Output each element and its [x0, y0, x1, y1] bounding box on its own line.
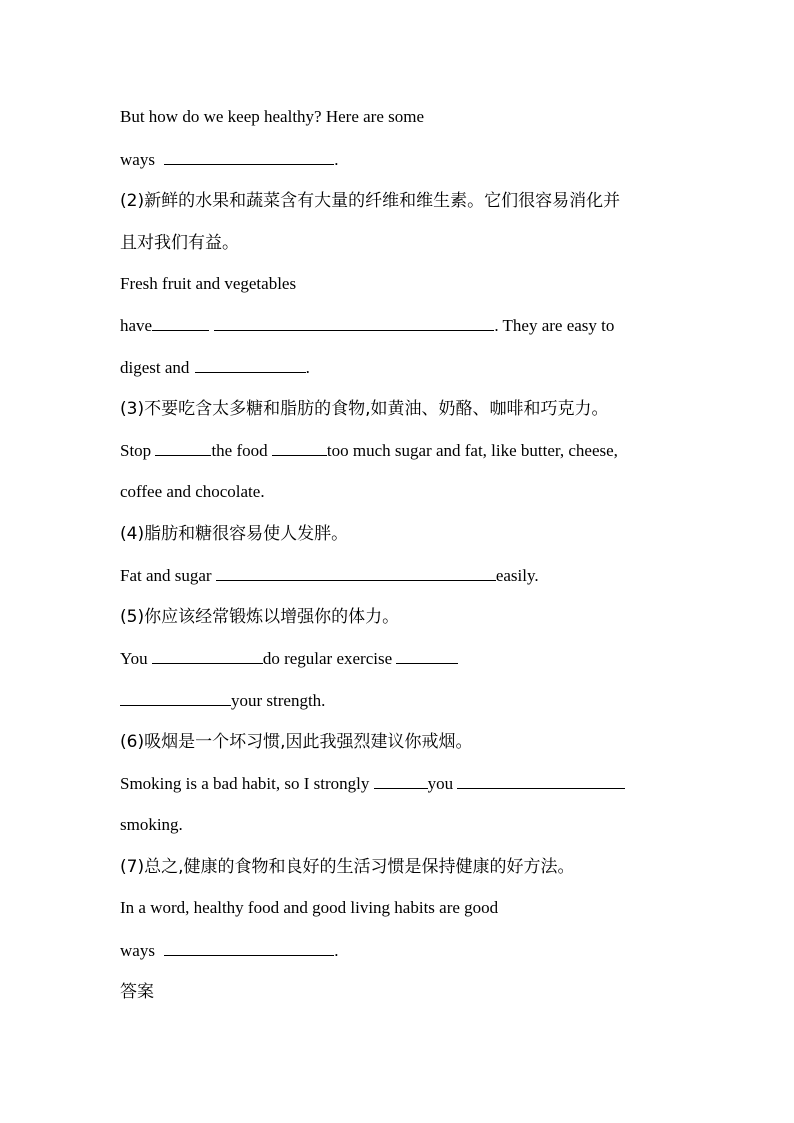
q5-chinese-text: (5)你应该经常锻炼以增强你的体力。	[120, 607, 400, 627]
q2-english-line-1	[120, 272, 296, 296]
answer-blank[interactable]	[272, 438, 327, 456]
answer-blank[interactable]	[195, 355, 306, 373]
q5-you-label: You	[120, 649, 148, 668]
q3-stop-label: Stop	[120, 441, 152, 460]
q2-period: .	[305, 358, 310, 377]
answer-blank[interactable]	[374, 771, 428, 789]
q5-english-line-2	[120, 688, 325, 713]
q2-english-line-2	[120, 313, 614, 338]
q6-you-label: you	[427, 774, 454, 793]
q5-exercise-text: do regular exercise	[262, 649, 393, 668]
q2-chinese-line-2	[120, 231, 239, 255]
answer-heading-text: 答案	[120, 982, 154, 1002]
q5-chinese-line	[120, 605, 399, 629]
q2-digest-label: digest and	[120, 358, 190, 377]
q2-english-text-1: Fresh fruit and vegetables	[120, 274, 297, 293]
q3-sugar-text: too much sugar and fat, like butter, cheese,	[326, 441, 618, 460]
answer-blank[interactable]	[120, 688, 231, 706]
q4-chinese-line	[120, 522, 348, 546]
answer-blank[interactable]	[152, 646, 263, 664]
q3-chinese-text: (3)不要吃含太多糖和脂肪的食物,如黄油、奶酪、咖啡和巧克力。	[120, 399, 609, 419]
q3-english-text-2: coffee and chocolate.	[120, 482, 265, 501]
answer-blank[interactable]	[152, 313, 209, 331]
q6-smoking-text: Smoking is a bad habit, so I strongly	[120, 774, 370, 793]
q2-easy-text: . They are easy to	[494, 316, 615, 335]
answer-heading	[120, 980, 154, 1004]
q4-english-line	[120, 563, 539, 588]
q6-smoking-end: smoking.	[120, 815, 183, 834]
q6-english-line-1	[120, 771, 625, 796]
intro-text: But how do we keep healthy? Here are some	[120, 107, 424, 126]
q5-strength-text: your strength.	[231, 691, 326, 710]
intro-period: .	[334, 150, 339, 169]
q7-period: .	[334, 941, 339, 960]
q2-chinese-text-1: (2)新鲜的水果和蔬菜含有大量的纤维和维生素。它们很容易消化并	[120, 191, 621, 211]
q6-chinese-text: (6)吸烟是一个坏习惯,因此我强烈建议你戒烟。	[120, 732, 473, 752]
answer-blank[interactable]	[164, 938, 334, 956]
intro-line-1	[120, 105, 424, 129]
q5-english-line-1	[120, 646, 458, 671]
q3-english-line-2	[120, 480, 265, 504]
q7-ways-label: ways	[120, 941, 155, 960]
q2-chinese-line-1	[120, 189, 620, 213]
answer-blank[interactable]	[457, 771, 625, 789]
q3-english-line-1	[120, 438, 618, 463]
answer-blank[interactable]	[214, 313, 494, 331]
q4-chinese-text: (4)脂肪和糖很容易使人发胖。	[120, 524, 349, 544]
q3-food-label: the food	[211, 441, 268, 460]
q7-english-text-1: In a word, healthy food and good living habits are good	[120, 898, 499, 917]
intro-ways-label: ways	[120, 150, 155, 169]
intro-line-2	[120, 147, 338, 172]
q7-chinese-text: (7)总之,健康的食物和良好的生活习惯是保持健康的好方法。	[120, 857, 575, 877]
q2-chinese-text-2: 且对我们有益。	[120, 233, 239, 253]
q7-english-line-1	[120, 896, 498, 920]
q7-english-line-2	[120, 938, 338, 963]
q2-have-label: have	[120, 316, 153, 335]
q4-fat-label: Fat and sugar	[120, 566, 212, 585]
q6-english-line-2	[120, 813, 183, 837]
q7-chinese-line	[120, 855, 574, 879]
answer-blank[interactable]	[216, 563, 496, 581]
q3-chinese-line	[120, 397, 608, 421]
q4-easily-text: easily.	[495, 566, 539, 585]
answer-blank[interactable]	[164, 147, 334, 165]
q2-english-line-3	[120, 355, 310, 380]
q6-chinese-line	[120, 730, 472, 754]
answer-blank[interactable]	[396, 646, 458, 664]
answer-blank[interactable]	[155, 438, 211, 456]
